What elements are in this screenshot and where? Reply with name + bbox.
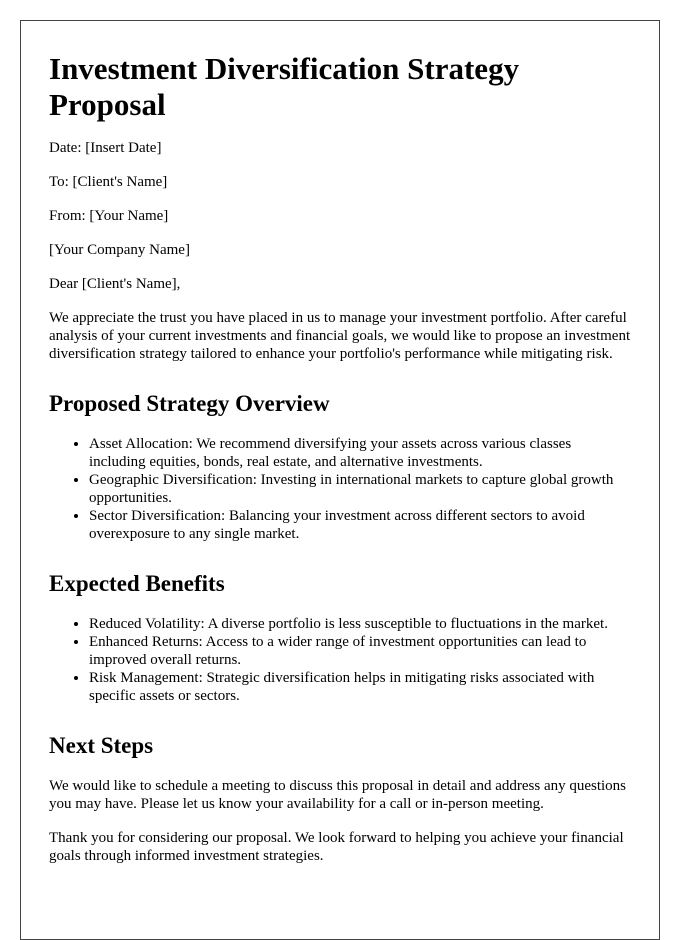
section-heading-benefits: Expected Benefits: [49, 571, 225, 596]
company-line: [Your Company Name]: [49, 242, 190, 258]
intro-paragraph: We appreciate the trust you have placed in us to manage your investment portfolio. After careful analysis of your current investments and financial goals, we would like to propose an investment diversification strategy tailored to enhance your portfolio's performance while mitigating risk.: [49, 310, 631, 362]
section-heading-next-steps: Next Steps: [49, 733, 154, 758]
next-steps-paragraph: We would like to schedule a meeting to discuss this proposal in detail and address any questions you may have. Please let us know your availability for a call or in-person meeting.: [49, 778, 627, 812]
salutation: Dear [Client's Name],: [49, 276, 181, 292]
to-line: To: [Client's Name]: [49, 174, 168, 190]
benefits-list: [49, 615, 631, 705]
list-item: • Asset Allocation: We recommend diversifying your assets across various classes including equities, bonds, real estate, and alternative investments.: [89, 435, 631, 471]
date-line: Date: [Insert Date]: [49, 140, 162, 156]
closing-paragraph: Thank you for considering our proposal. We look forward to helping you achieve your financial goals through informed investment strategies.: [49, 830, 624, 864]
list-item: • Risk Management: Strategic diversification helps in mitigating risks associated with specific assets or sectors.: [89, 669, 631, 705]
section-heading-strategy: Proposed Strategy Overview: [49, 391, 330, 416]
list-item: • Geographic Diversification: Investing in international markets to capture global growth opportunities.: [89, 471, 631, 507]
list-item: • Sector Diversification: Balancing your investment across different sectors to avoid overexposure to any single market.: [89, 507, 631, 543]
list-item: • Reduced Volatility: A diverse portfolio is less susceptible to fluctuations in the market.: [89, 615, 631, 633]
from-line: From: [Your Name]: [49, 208, 169, 224]
document-page: [20, 20, 660, 940]
strategy-list: [49, 435, 631, 543]
document-title: Investment Diversification Strategy Proposal: [49, 51, 520, 122]
list-item: • Enhanced Returns: Access to a wider range of investment opportunities can lead to improved overall returns.: [89, 633, 631, 669]
